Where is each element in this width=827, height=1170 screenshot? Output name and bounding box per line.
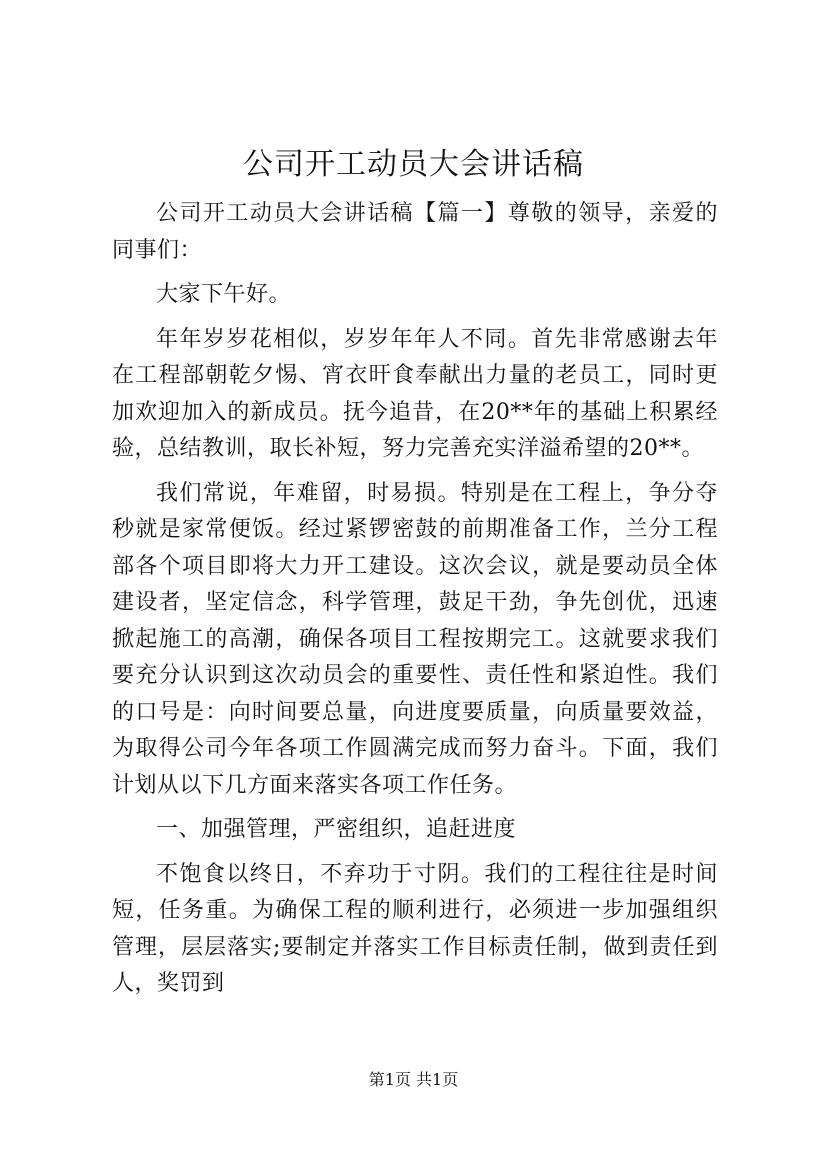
document-body	[112, 196, 718, 1011]
section-heading-1: 一、加强管理，严密组织，追赶进度	[156, 817, 517, 842]
page-footer: 第1页 共1页	[368, 1070, 459, 1089]
paragraph-opening: 年年岁岁花相似，岁岁年年人不同。首先非常感谢去年在工程部朝乾夕惕、宵衣旰食奉献出力量的老员工，同时更加欢迎加入的新成员。抚今追昔，在20**年的基础上积累经验，总结教训，取长补短，努力完善充实洋溢希望的20**。	[112, 326, 718, 461]
paragraph-intro: 公司开工动员大会讲话稿【篇一】尊敬的领导，亲爱的同事们：	[112, 201, 718, 263]
document-title: 公司开工动员大会讲话稿	[243, 147, 584, 182]
paragraph-management: 不饱食以终日，不弃功于寸阴。我们的工程往往是时间短，任务重。为确保工程的顺利进行，必须进一步加强组织管理，层层落实;要制定并落实工作目标责任制，做到责任到人，奖罚到	[112, 861, 718, 996]
paragraph-greeting: 大家下午好。	[156, 282, 292, 307]
paragraph-mobilization: 我们常说，年难留，时易损。特别是在工程上，争分夺秒就是家常便饭。经过紧锣密鼓的前期准备工作，兰分工程部各个项目即将大力开工建设。这次会议，就是要动员全体建设者，坚定信念，科学管理，鼓足干劲，争先创优，迅速掀起施工的高潮，确保各项目工程按期完工。这就要求我们要充分认识到这次动员会的重要性、责任性和紧迫性。我们的口号是：向时间要总量，向进度要质量，向质量要效益，为取得公司今年各项工作圆满完成而努力奋斗。下面，我们计划从以下几方面来落实各项工作任务。	[112, 480, 718, 798]
